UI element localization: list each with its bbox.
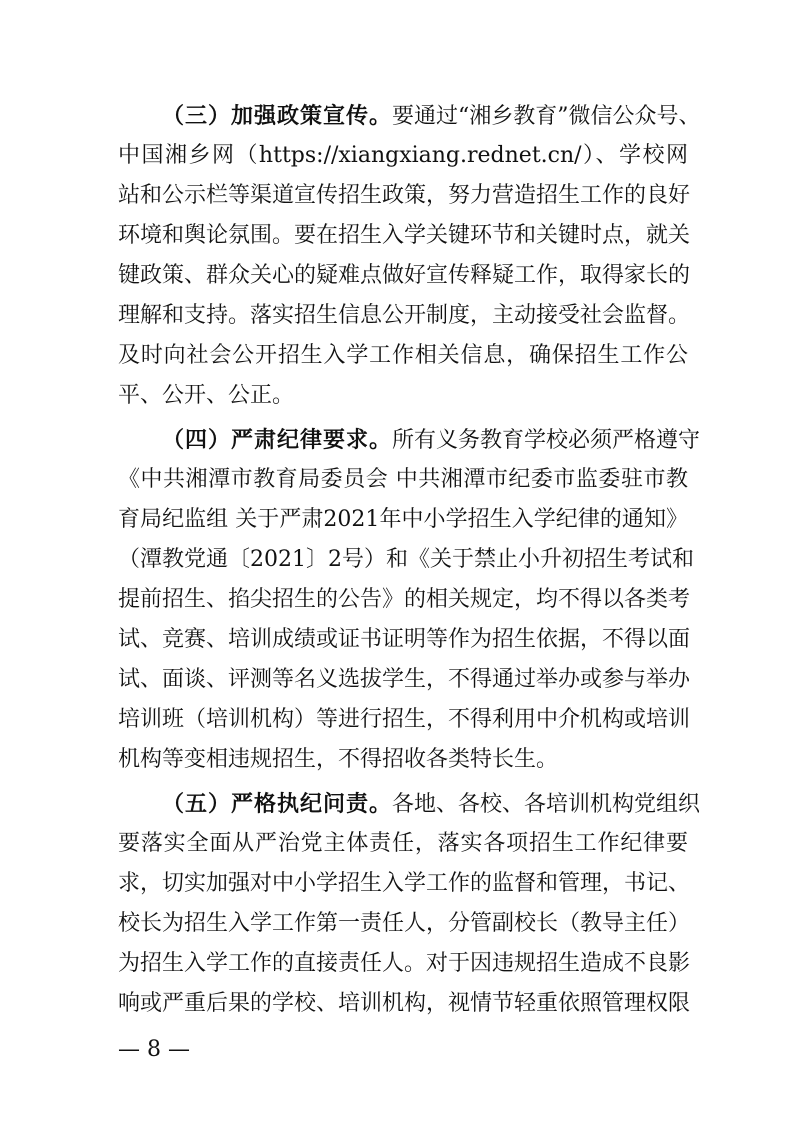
paragraph-4-line-1 — [162, 420, 701, 460]
paragraph-5-line-2: 要落实全面从严治党主体责任，落实各项招生工作纪律要 — [118, 831, 688, 856]
paragraph-3-line-7: 及时向社会公开招生入学工作相关信息，确保招生工作公 — [118, 343, 688, 368]
paragraph-4-line-6: 试、竞赛、培训成绩或证书证明等作为招生依据，不得以面 — [118, 627, 691, 652]
paragraph-4-line-5: 提前招生、掐尖招生的公告》的相关规定，均不得以各类考 — [118, 587, 691, 612]
page-number: — 8 — — [118, 1037, 190, 1062]
paragraph-3-line-4: 环境和舆论氛围。要在招生入学关键环节和关键时点，就关 — [118, 223, 691, 248]
paragraph-4-line-8: 培训班（培训机构）等进行招生，不得利用中介机构或培训 — [118, 707, 691, 732]
paragraph-4-line-3: 育局纪监组 关于严肃2021年中小学招生入学纪律的通知》 — [118, 507, 688, 532]
paragraph-5-text: 各地、各校、各培训机构党组织 — [392, 792, 701, 817]
paragraph-5-line-1 — [162, 784, 701, 824]
paragraph-3-text: 要通过“湘乡教育”微信公众号、 — [392, 104, 701, 129]
paragraph-3-line-6: 理解和支持。落实招生信息公开制度，主动接受社会监督。 — [118, 303, 691, 328]
paragraph-5-line-3: 求，切实加强对中小学招生入学工作的监督和管理，书记、 — [118, 871, 691, 896]
paragraph-4-heading: （四）严肃纪律要求。 — [162, 427, 393, 453]
paragraph-5-heading: （五）严格执纪问责。 — [162, 791, 393, 817]
paragraph-3-line-5: 键政策、群众关心的疑难点做好宣传释疑工作，取得家长的 — [118, 263, 691, 288]
paragraph-3-line-8: 平、公开、公正。 — [118, 383, 295, 408]
paragraph-4-line-4: （潭教党通〔2021〕2号）和《关于禁止小升初招生考试和 — [118, 547, 694, 572]
paragraph-5-line-6: 响或严重后果的学校、培训机构，视情节轻重依照管理权限 — [118, 991, 691, 1016]
paragraph-3-line-2: 中国湘乡网（https://xiangxiang.rednet.cn/）、学校网 — [118, 143, 688, 168]
paragraph-3-heading: （三）加强政策宣传。 — [162, 103, 393, 129]
paragraph-3-line-3: 站和公示栏等渠道宣传招生政策，努力营造招生工作的良好 — [118, 183, 691, 208]
paragraph-5-line-4: 校长为招生入学工作第一责任人，分管副校长（教导主任） — [118, 911, 691, 936]
paragraph-4-line-2: 《中共湘潭市教育局委员会 中共湘潭市纪委市监委驻市教 — [118, 467, 688, 492]
paragraph-3-line-1 — [162, 96, 701, 136]
paragraph-5-line-5: 为招生入学工作的直接责任人。对于因违规招生造成不良影 — [118, 951, 691, 976]
paragraph-4-text: 所有义务教育学校必须严格遵守 — [392, 428, 701, 453]
paragraph-4-line-7: 试、面谈、评测等名义选拔学生，不得通过举办或参与举办 — [118, 667, 691, 692]
paragraph-4-line-9: 机构等变相违规招生，不得招收各类特长生。 — [118, 747, 559, 772]
